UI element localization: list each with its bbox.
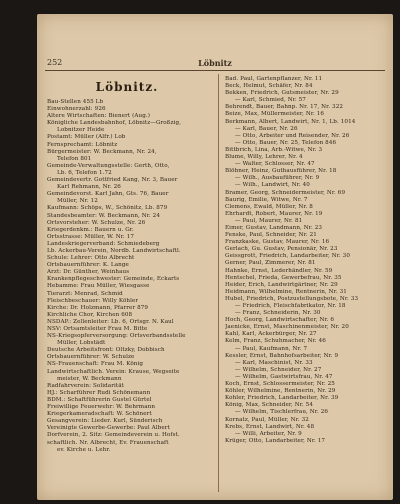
directory-entry: Fenske, Paul, Schneider, Nr. 21 (225, 232, 317, 239)
directory-entry: Kaufmann: Schöps, W., Schönitz, Lb. 879 (47, 205, 168, 212)
directory-entry: König, Max, Schneider, Nr. 54 (225, 402, 314, 409)
directory-entry: — Karl, Maschinist, Nr. 33 (235, 359, 313, 366)
directory-entry: Gemeinde-Verwaltungsstelle: Gerth, Otto, (47, 162, 170, 169)
directory-entry: Gesangverein: Lieder. Kurl, Sünderisch (47, 418, 163, 425)
directory-entry: Bau-Stellen 455 Lb (47, 99, 104, 105)
directory-entry: HJ.: Scharführer Rudi Schönemann (47, 389, 151, 396)
directory-entry: Heidmann, Wilhelmine, Rentnerin, Nr. 31 (225, 288, 347, 295)
directory-entry: Kohler, Friedrich, Landarbeiter, Nr. 39 (225, 395, 339, 402)
page-header-title: Löbnitz (198, 58, 232, 68)
directory-entry: Gerner, Paul, Zimmerer, Nr. 81 (225, 260, 316, 267)
directory-entry: — Willi, Arbeiter, Nr. 9 (235, 430, 302, 437)
directory-entry: Dorfverein, 2. Sitz: Gemeindeverein u. Hofst. (47, 432, 180, 439)
book-page (37, 14, 393, 500)
directory-entry: Kahl, Karl, Ackerbürger, Nr. 27 (225, 331, 317, 338)
directory-entry: — Otto, Bauer, Nr. 25, Telefon 846 (235, 139, 337, 146)
directory-entry: Kirche: Dr. Holzmann, Pfarrer 879 (47, 304, 149, 311)
directory-entry: ev. Kirche u. Lehr. (57, 446, 111, 453)
directory-entry: Eimer, Gustav, Landmann, Nr. 23 (225, 224, 323, 231)
directory-entry: Kelm, Franz, Schuhmacher, Nr. 46 (225, 338, 326, 345)
directory-entry: — Otto, Arbeiter und Reisender, Nr. 26 (235, 132, 350, 139)
directory-entry: NS-Frauenschaft: Frau M. König (47, 361, 144, 368)
directory-entry: Heider, Erich, Landwirtgärtner, Nr. 29 (225, 281, 338, 288)
directory-entry: Bittbrich, Lina, Arb.-Witwe, Nr. 3 (225, 146, 323, 153)
directory-entry: Geissgrott, Friedrich, Landarbeiter, Nr. 30 (225, 253, 350, 260)
directory-entry: Postamt: Müller (Alfr.) Lob (47, 134, 126, 141)
directory-entry: Ortsbauernführer: K. Lange (47, 262, 129, 269)
directory-entry: NSV: Ortsamtsleiter Frau M. Bitte (47, 326, 148, 332)
directory-entry: Bekken, Friedrich, Gutsmeister, Nr. 29 (225, 90, 339, 97)
directory-entry: Fernsprechamt: Löbnitz (47, 141, 118, 148)
directory-entry: Lobnitzer Heide (57, 127, 105, 134)
directory-entry: Krüger, Otto, Landarbeiter, Nr. 17 (225, 437, 326, 444)
left-entry-list (47, 99, 207, 454)
directory-entry: Hahnke, Ernst, Lederhändler, Nr. 59 (225, 267, 333, 274)
directory-entry: — Paul, Maurer, Nr. 81 (235, 217, 303, 224)
directory-entry: — Paul, Kaufmann, Nr. 7 (235, 345, 308, 352)
directory-entry: Kriegerkameradschaft: W. Schönert (47, 411, 152, 418)
directory-entry: Schule: Lehrer: Otto Albrecht (47, 255, 135, 262)
directory-entry: Hubel, Friedrich, Postzustellungsbote, Nr. 33 (225, 295, 359, 302)
directory-entry: Kessler, Ernst, Bahnhofsarbeiter, Nr. 9 (225, 352, 339, 359)
directory-entry: — Karl, Bauer, Nr. 26 (235, 125, 298, 132)
directory-entry: Beck, Helmut, Schäfer, Nr. 84 (225, 83, 313, 90)
directory-entry: BDM.: Schaftführerin Gustel Gürtel (47, 396, 152, 403)
directory-entry: Hentschel, Frieda, Gewerbefrau, Nr. 35 (225, 274, 342, 281)
directory-entry: Kirchliche Chor, Kirchen 608 (47, 311, 133, 318)
directory-entry: Freiwillige Feuerwehr: W. Behrmann (47, 404, 156, 411)
directory-entry: Karl Rehmann, Nr. 26 (57, 184, 121, 191)
directory-entry: Standesbeamter: W. Beckmann, Nr. 24 (47, 212, 161, 219)
directory-entry: — Friedrich, Fleischfabrikator, Nr. 18 (235, 303, 346, 309)
directory-entry: Ehrhardt, Robert, Maurer, Nr. 19 (225, 210, 323, 217)
directory-entry: Landwirtschaftlich. Verein: Krause, Wegseite (47, 368, 180, 375)
directory-entry: meister, W. Beckmann (57, 375, 122, 382)
directory-entry: Bad. Paul, Gartenpflanzer, Nr. 11 (225, 76, 323, 82)
right-entry-list (225, 76, 385, 445)
directory-entry: Gerlach, Gu. Gustav, Pensionär, Nr. 23 (225, 246, 338, 253)
directory-entry: Krankenpflegeschwester: Gemeinde, Eckarts (47, 276, 180, 283)
directory-entry: Blume, Willy, Lehrer, Nr. 4 (225, 154, 303, 161)
directory-entry: Jaenicke, Ernst, Maschinenmeister, Nr. 20 (225, 324, 349, 331)
directory-entry: Lb. 6, Telefon 1.72 (57, 169, 112, 176)
directory-entry: Einwohnerzahl: 926 (47, 106, 106, 113)
directory-entry: — Walter, Schlosser, Nr. 47 (235, 161, 315, 168)
left-column (47, 76, 207, 454)
directory-entry: Kriegerdenkm.: Bauern u. Gr. (47, 226, 134, 233)
page-number: 252 (47, 58, 63, 67)
directory-entry: Ortsbauernführer: W. Schulze (47, 354, 135, 361)
directory-entry: — Wilhelm, Gastwirtsfrau, Nr. 47 (235, 373, 333, 380)
directory-entry: Müller, Nr. 12 (57, 198, 98, 205)
directory-entry: Fleischbeschauer: Willy Köhler (47, 297, 139, 304)
directory-entry: Clemens, Ewald, Müller, Nr. 8 (225, 203, 313, 210)
directory-entry: Landeskriegerverband: Schmiedeberg (47, 240, 160, 247)
directory-entry: Koch, Ernst, Schlossermeister, Nr. 25 (225, 381, 335, 388)
directory-entry: Müller, Lobstädt (57, 340, 106, 347)
directory-entry: — Wilhelm, Tischlerfrau, Nr. 26 (235, 409, 329, 416)
directory-entry: — Wilhelm, Schneider, Nr. 27 (235, 366, 322, 373)
directory-entry: — Wilh., Landwirt, Nr. 40 (235, 182, 310, 189)
directory-entry: — Franz, Schneiderin, Nr. 30 (235, 310, 321, 317)
directory-entry: Lb. Ackerbau-Verein, Nordb. Landwirtschaftl. (47, 247, 181, 254)
directory-entry: Bramer, Georg, Schneidermeister, Nr. 69 (225, 189, 346, 196)
directory-entry: Radfahrverein: Solidarität (47, 382, 125, 389)
column-divider (218, 74, 219, 492)
directory-entry: Beize, Max, Müllermeister, Nr. 16 (225, 111, 325, 118)
right-column (225, 76, 385, 445)
directory-entry: Baurig, Emilie, Witwe, Nr. 7 (225, 196, 308, 203)
directory-entry: Tierarzt: Menrad, Schmid (47, 290, 123, 297)
directory-entry: Hoch, Georg, Landwirtschafter, Nr. 6 (225, 317, 335, 324)
directory-entry: Altere Wirtschaften: Bienert (Aug.) (47, 113, 151, 120)
directory-entry: Ortsvorsteher: W. Schulze, Nr. 26 (47, 219, 146, 226)
directory-entry: schaftlich. Nr. Albrecht, Ev. Frauenschaft (47, 439, 169, 446)
directory-entry: Vereinigte Gewerbe-Gewerbe: Paul Albert (47, 425, 170, 432)
directory-entry: Kornatz, Paul, Müller, Nr. 32 (225, 416, 309, 423)
directory-entry: NSDAP.: Zellenleiter: Lb. 6, Ortsgr. N. Kaul (47, 318, 174, 325)
directory-entry: Berkmann, Albert, Landwirt, Nr. 1, Lb. 1014 (225, 118, 356, 125)
directory-entry: Hebamme: Frau Müller, Wiesgasse (47, 283, 150, 290)
directory-entry: — Wilh., Ausbauführer, Nr. 9 (235, 175, 320, 182)
directory-entry: Deutsche Arbeitsfront: Oltzky, Dobbisch (47, 347, 165, 354)
directory-entry: Gemeindevertr. Gottfried Kang, Nr. 3, Bauer (47, 177, 178, 184)
directory-entry: Königliche Landesbahnhof, Löbnitz—Großzig, (47, 120, 182, 127)
section-heading: Löbnitz. (95, 80, 159, 94)
directory-entry: Telefon 801 (57, 155, 92, 162)
directory-entry: Bürgermeister: W. Beckmann, Nr. 24, (47, 148, 157, 155)
directory-entry: Blöbner, Heinz, Guthausführer, Nr. 18 (225, 168, 337, 175)
directory-entry: Krebs, Ernst, Landwirt, Nr. 48 (225, 423, 315, 430)
directory-entry: Gemeindevorst. Karl Jahn, Gts. 76, Bauer (47, 191, 169, 198)
header-rule (45, 70, 385, 71)
directory-entry: Arzt: Dr. Günther, Weinhaus (47, 269, 130, 276)
directory-entry: Franzkaske, Gustav, Maurer, Nr. 16 (225, 239, 330, 246)
directory-entry: Behrendt, Bauer, Bahnp. Nr. 17, Nr. 322 (225, 104, 344, 111)
directory-entry: Köhler, Wilhelmine, Rentnerin, Nr. 29 (225, 388, 336, 395)
directory-entry: — Karl, Schmied, Nr. 57 (235, 97, 306, 104)
directory-entry: NS-Kriegsopferversorgung: Ortsverbandsstelle (47, 333, 186, 340)
directory-entry: Ortsstrasse: Müller, W. Nr. 17 (47, 233, 135, 240)
